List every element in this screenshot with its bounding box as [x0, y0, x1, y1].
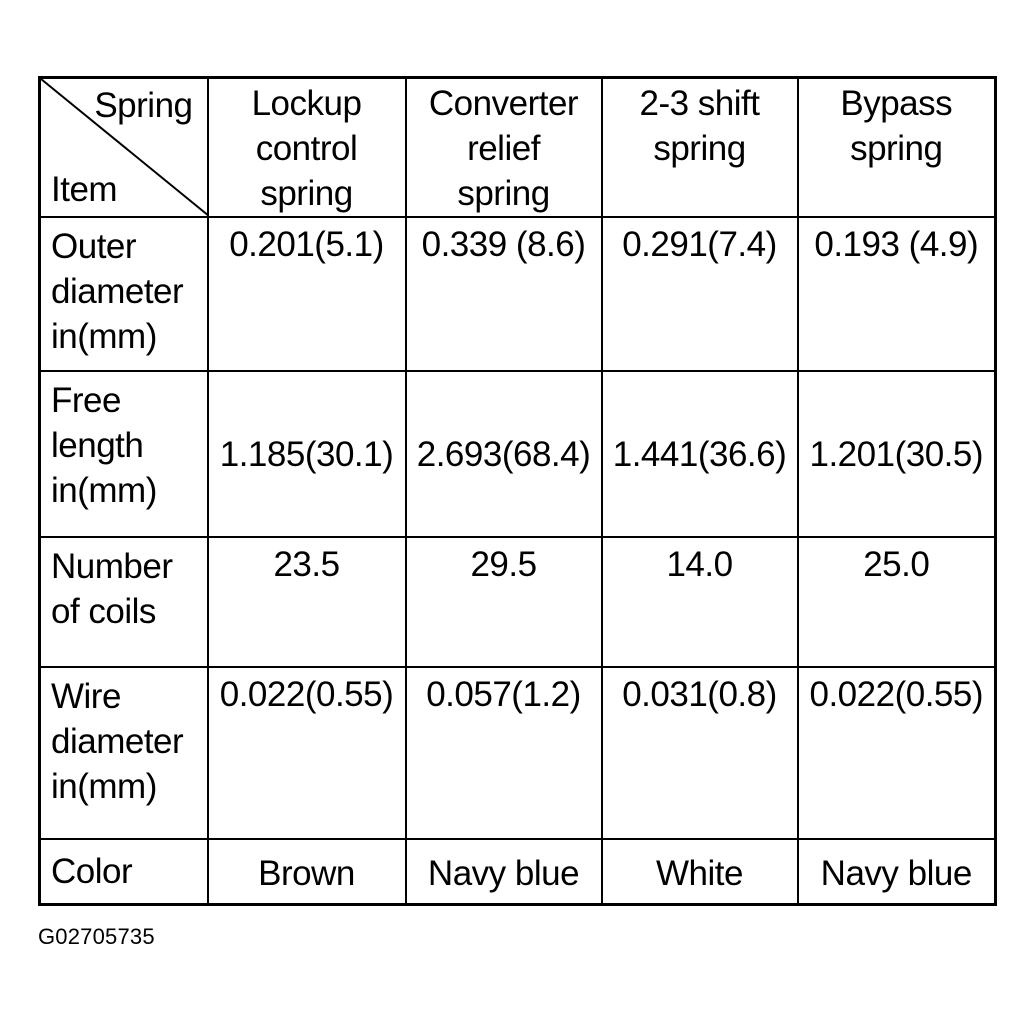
- spring-spec-table: [38, 76, 997, 906]
- row-label-free-length: Free length in(mm): [40, 371, 208, 537]
- cell-wire-diameter-converter: 0.057(1.2): [406, 667, 602, 839]
- row-label-color: Color: [40, 839, 208, 904]
- cell-free-length-lockup: 1.185(30.1): [208, 371, 406, 537]
- corner-header-cell: [40, 78, 208, 218]
- cell-color-converter: Navy blue: [406, 839, 602, 904]
- row-color: [40, 839, 996, 904]
- cell-color-bypass: Navy blue: [798, 839, 996, 904]
- row-number-of-coils: [40, 537, 996, 667]
- cell-outer-diameter-bypass: 0.193 (4.9): [798, 217, 996, 371]
- row-label-outer-diameter: Outer diameter in(mm): [40, 217, 208, 371]
- cell-outer-diameter-shift: 0.291(7.4): [602, 217, 798, 371]
- cell-free-length-bypass: 1.201(30.5): [798, 371, 996, 537]
- row-label-wire-diameter: Wire diameter in(mm): [40, 667, 208, 839]
- corner-spring-label: Spring: [94, 86, 193, 125]
- cell-wire-diameter-shift: 0.031(0.8): [602, 667, 798, 839]
- cell-wire-diameter-bypass: 0.022(0.55): [798, 667, 996, 839]
- cell-free-length-converter: 2.693(68.4): [406, 371, 602, 537]
- cell-color-lockup: Brown: [208, 839, 406, 904]
- cell-coils-converter: 29.5: [406, 537, 602, 667]
- cell-wire-diameter-lockup: 0.022(0.55): [208, 667, 406, 839]
- cell-free-length-shift: 1.441(36.6): [602, 371, 798, 537]
- cell-color-shift: White: [602, 839, 798, 904]
- row-free-length: [40, 371, 996, 537]
- row-label-number-of-coils: Number of coils: [40, 537, 208, 667]
- column-header-bypass-spring: Bypass spring: [798, 78, 996, 218]
- cell-outer-diameter-converter: 0.339 (8.6): [406, 217, 602, 371]
- row-wire-diameter: [40, 667, 996, 839]
- header-row: [40, 78, 996, 218]
- corner-item-label: Item: [51, 170, 118, 209]
- cell-coils-bypass: 25.0: [798, 537, 996, 667]
- figure-id: G02705735: [38, 924, 155, 949]
- column-header-converter-relief-spring: Converter relief spring: [406, 78, 602, 218]
- cell-outer-diameter-lockup: 0.201(5.1): [208, 217, 406, 371]
- row-outer-diameter: [40, 217, 996, 371]
- column-header-lockup-control-spring: Lockup control spring: [208, 78, 406, 218]
- cell-coils-shift: 14.0: [602, 537, 798, 667]
- cell-coils-lockup: 23.5: [208, 537, 406, 667]
- column-header-2-3-shift-spring: 2-3 shift spring: [602, 78, 798, 218]
